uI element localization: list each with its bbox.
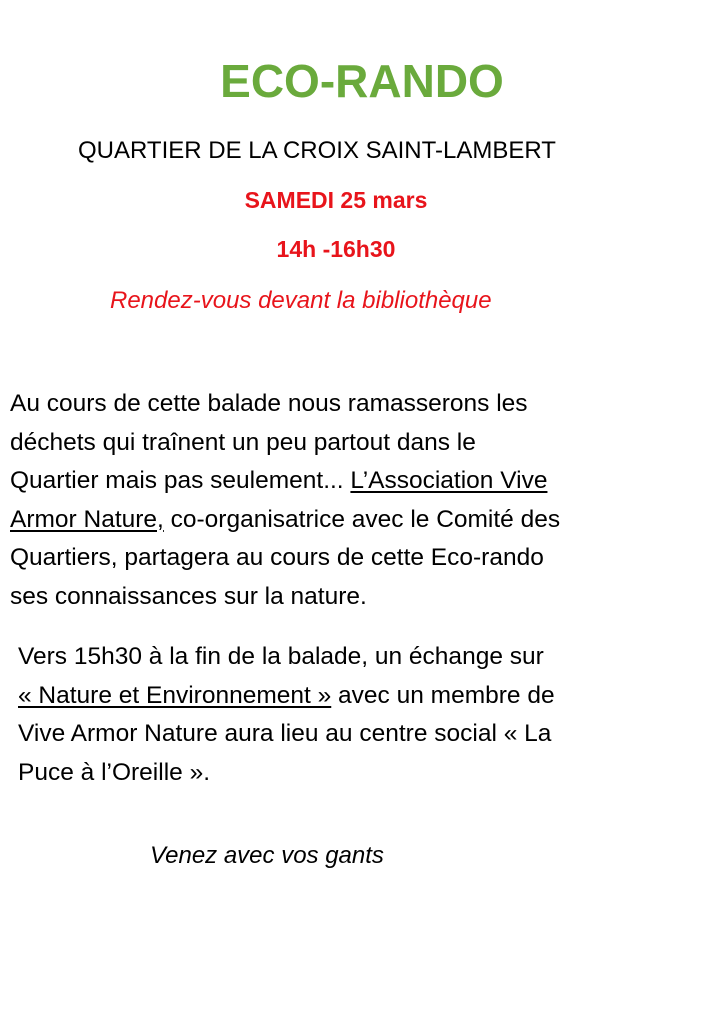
paragraph-line: déchets qui traînent un peu partout dans le [10,428,476,456]
paragraph-line [10,462,710,501]
paragraph-line: Vers 15h30 à la fin de la balade, un échange sur [18,643,544,670]
neighborhood-heading: QUARTIER DE LA CROIX SAINT-LAMBERT [78,137,556,164]
paragraph-line [10,501,710,540]
closing-note: Venez avec vos gants [150,842,384,869]
paragraph-line: Puce à l’Oreille ». [18,758,211,786]
description-paragraph [10,385,710,616]
page-title: ECO-RANDO [220,55,504,107]
meeting-point: Rendez-vous devant la bibliothèque [110,287,492,314]
association-name-underlined: L’Association Vive [350,467,548,494]
topic-underlined: « Nature et Environnement » [18,681,332,709]
paragraph-text: Quartier mais pas seulement... [10,467,351,494]
event-date: SAMEDI 25 mars [244,187,428,213]
paragraph-line: Au cours de cette balade nous ramasserons les [10,390,528,417]
paragraph-line: Vive Armor Nature aura lieu au centre social « La [18,720,552,747]
paragraph-text: avec un membre de [331,681,555,709]
paragraph-line: ses connaissances sur la nature. [10,582,367,610]
paragraph-line: Quartiers, partagera au cours de cette Eco-rando [10,544,544,571]
event-time: 14h -16h30 [276,236,396,262]
exchange-paragraph [18,638,718,792]
association-name-underlined: Armor Nature, [10,505,164,533]
paragraph-text: co-organisatrice avec le Comité des [163,505,561,533]
paragraph-line [18,677,718,716]
